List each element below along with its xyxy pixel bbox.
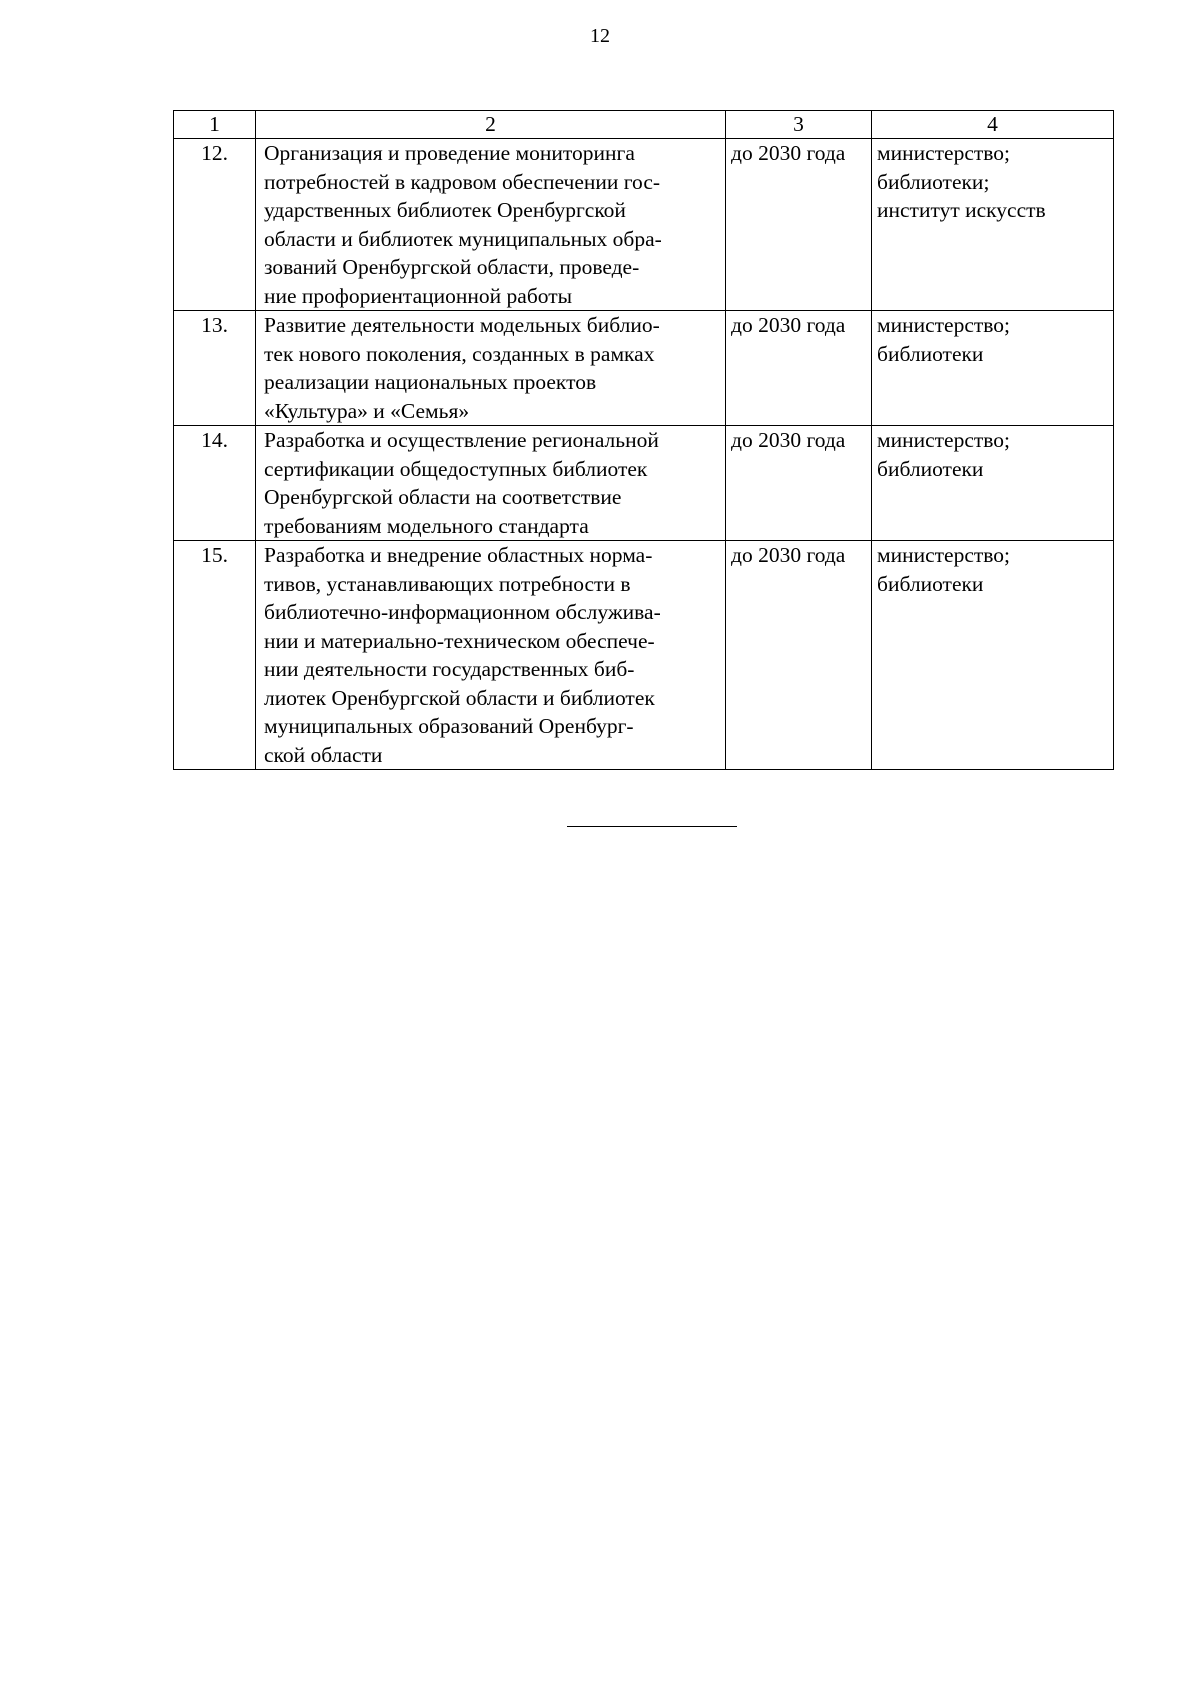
activity-description — [256, 311, 726, 426]
text-line: Развитие деятельности модельных библио- — [264, 313, 660, 337]
text-line: Разработка и осуществление региональной — [264, 428, 659, 452]
activities-table — [173, 110, 1114, 770]
responsible-parties — [872, 139, 1114, 311]
column-header-3: 3 — [726, 111, 872, 139]
text-line: реализации национальных проектов — [264, 370, 597, 394]
text-line: библиотечно-информационном обслужива- — [264, 600, 661, 624]
page-number: 12 — [590, 25, 610, 47]
text-line: сертификации общедоступных библиотек — [264, 456, 648, 481]
responsible-line: библиотеки — [877, 341, 984, 366]
activity-description — [256, 139, 726, 311]
text-line: тек нового поколения, созданных в рамках — [264, 341, 655, 366]
deadline: до 2030 года — [726, 139, 872, 311]
responsible-line: министерство; — [877, 428, 1011, 452]
text-line: лиотек Оренбургской области и библиотек — [264, 685, 655, 710]
table-row — [174, 139, 1114, 311]
responsible-parties — [872, 311, 1114, 426]
responsible-line: библиотеки — [877, 571, 984, 596]
responsible-line: министерство; — [877, 543, 1011, 567]
text-line: Разработка и внедрение областных норма- — [264, 543, 653, 567]
table-row — [174, 426, 1114, 541]
table-header-row — [174, 111, 1114, 139]
text-line: нии деятельности государственных биб- — [264, 657, 635, 681]
activity-description — [256, 426, 726, 541]
responsible-line: библиотеки — [877, 456, 984, 481]
deadline: до 2030 года — [726, 541, 872, 770]
table-row — [174, 311, 1114, 426]
text-line: ской области — [264, 742, 383, 767]
column-header-1: 1 — [174, 111, 256, 139]
text-line: ние профориентационной работы — [264, 283, 573, 308]
text-line: потребностей в кадровом обеспечении гос- — [264, 169, 661, 194]
text-line: области и библиотек муниципальных обра- — [264, 226, 662, 251]
deadline: до 2030 года — [726, 311, 872, 426]
responsible-parties — [872, 541, 1114, 770]
responsible-line: министерство; — [877, 141, 1011, 165]
text-line: «Культура» и «Семья» — [264, 398, 470, 423]
responsible-line: институт искусств — [877, 198, 1046, 222]
responsible-parties — [872, 426, 1114, 541]
text-line: зований Оренбургской области, проведе- — [264, 255, 640, 279]
text-line: Оренбургской области на соответствие — [264, 485, 622, 509]
responsible-line: министерство; — [877, 313, 1011, 337]
end-of-document-rule — [567, 826, 737, 827]
row-number: 13. — [174, 311, 256, 426]
table-row — [174, 541, 1114, 770]
column-header-2: 2 — [256, 111, 726, 139]
deadline: до 2030 года — [726, 426, 872, 541]
row-number: 12. — [174, 139, 256, 311]
text-line: требованиям модельного стандарта — [264, 513, 589, 538]
column-header-4: 4 — [872, 111, 1114, 139]
responsible-line: библиотеки; — [877, 169, 990, 194]
text-line: ударственных библиотек Оренбургской — [264, 198, 626, 222]
text-line: нии и материально-техническом обеспече- — [264, 628, 655, 653]
activity-description — [256, 541, 726, 770]
row-number: 14. — [174, 426, 256, 541]
text-line: муниципальных образований Оренбург- — [264, 714, 634, 738]
row-number: 15. — [174, 541, 256, 770]
text-line: тивов, устанавливающих потребности в — [264, 571, 631, 596]
text-line: Организация и проведение мониторинга — [264, 141, 635, 165]
